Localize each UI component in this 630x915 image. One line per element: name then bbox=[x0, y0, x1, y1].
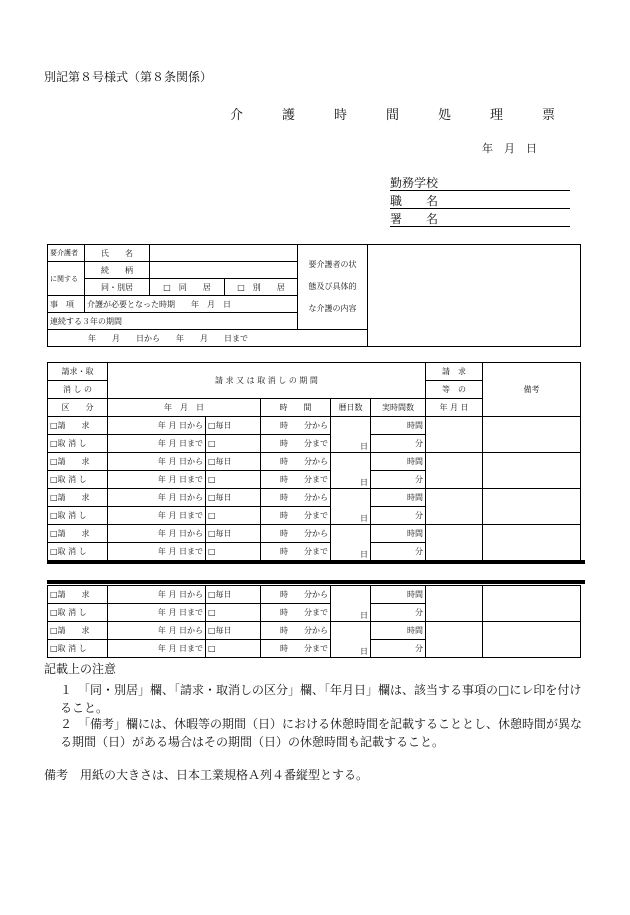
state-value-cell[interactable] bbox=[368, 245, 581, 347]
request-row bbox=[48, 622, 581, 640]
from-time: 時 分から bbox=[261, 525, 331, 543]
cancel-checkbox[interactable]: □取 消 し bbox=[48, 507, 108, 525]
request-date-cell[interactable] bbox=[426, 453, 483, 489]
cancel-checkbox[interactable]: □取 消 し bbox=[48, 604, 108, 622]
section-break-line bbox=[47, 580, 585, 584]
hours-cell: 時間 bbox=[371, 489, 426, 507]
section-break-line bbox=[47, 560, 585, 564]
daily-checkbox[interactable]: □毎日 bbox=[206, 622, 261, 640]
days-cell: 日 bbox=[331, 622, 371, 658]
header-type: 消 し の bbox=[48, 381, 108, 399]
paper-size-remark: 備考 用紙の大きさは、日本工業規格Ａ列４番縦型とする。 bbox=[44, 768, 369, 782]
period-label: 連続する３年の期間 bbox=[48, 313, 298, 330]
header-time: 時 間 bbox=[261, 399, 331, 417]
cancel-checkbox[interactable]: □取 消 し bbox=[48, 640, 108, 658]
request-date-cell[interactable] bbox=[426, 417, 483, 453]
daily-checkbox[interactable]: □毎日 bbox=[206, 453, 261, 471]
header-type: 請求・取 bbox=[48, 363, 108, 381]
side-label: 事 項 bbox=[48, 296, 85, 313]
date-line: 年 月 日 bbox=[482, 142, 537, 155]
name-signature-field[interactable]: 署 名 bbox=[390, 212, 570, 227]
from-date: 年 月 日から bbox=[108, 586, 206, 604]
header-remarks: 備考 bbox=[483, 363, 581, 417]
minutes-cell: 分 bbox=[371, 604, 426, 622]
side-label: に関する bbox=[48, 262, 85, 296]
to-date: 年 月 日まで bbox=[108, 435, 206, 453]
request-row bbox=[48, 525, 581, 543]
request-date-cell[interactable] bbox=[426, 622, 483, 658]
from-date: 年 月 日から bbox=[108, 622, 206, 640]
from-time: 時 分から bbox=[261, 453, 331, 471]
days-cell: 日 bbox=[331, 453, 371, 489]
request-date-cell[interactable] bbox=[426, 586, 483, 622]
hours-cell: 時間 bbox=[371, 586, 426, 604]
cancel-checkbox[interactable]: □取 消 し bbox=[48, 471, 108, 489]
to-date: 年 月 日まで bbox=[108, 543, 206, 561]
note-item: １ 「同・別居」欄、「請求・取消しの区分」欄、「年月日」欄は、該当する事項の□にレ印を付けること。 bbox=[60, 683, 582, 715]
living-same-checkbox[interactable]: □ 同 居 bbox=[150, 279, 225, 296]
name-label: 氏 名 bbox=[85, 245, 150, 262]
hours-cell: 時間 bbox=[371, 622, 426, 640]
to-date: 年 月 日まで bbox=[108, 604, 206, 622]
days-cell: 日 bbox=[331, 417, 371, 453]
from-date: 年 月 日から bbox=[108, 525, 206, 543]
cancel-checkbox[interactable]: □取 消 し bbox=[48, 543, 108, 561]
days-cell: 日 bbox=[331, 489, 371, 525]
state-label-line: 態及び具体的 bbox=[308, 282, 357, 291]
daily-checkbox[interactable]: □毎日 bbox=[206, 586, 261, 604]
from-time: 時 分から bbox=[261, 489, 331, 507]
to-date: 年 月 日まで bbox=[108, 640, 206, 658]
header-date: 等 の bbox=[426, 381, 483, 399]
daily-checkbox[interactable]: □毎日 bbox=[206, 489, 261, 507]
name-value-cell[interactable] bbox=[150, 245, 298, 262]
page-title: 介 護 時 間 処 理 票 bbox=[230, 108, 569, 123]
request-row bbox=[48, 489, 581, 507]
header-type: 区 分 bbox=[48, 399, 108, 417]
request-date-cell[interactable] bbox=[426, 489, 483, 525]
to-time: 時 分まで bbox=[261, 640, 331, 658]
request-checkbox[interactable]: □請 求 bbox=[48, 417, 108, 435]
state-label-line: 要介護者の状 bbox=[308, 260, 357, 269]
minutes-cell: 分 bbox=[371, 543, 426, 561]
remarks-cell[interactable] bbox=[483, 525, 581, 561]
period-range: 年 月 日から 年 月 日まで bbox=[48, 330, 368, 347]
request-row bbox=[48, 586, 581, 604]
header-date: 請 求 bbox=[426, 363, 483, 381]
from-time: 時 分から bbox=[261, 417, 331, 435]
header-period: 請 求 又 は 取 消 し の 期 間 bbox=[108, 363, 426, 399]
minutes-cell: 分 bbox=[371, 640, 426, 658]
to-time: 時 分まで bbox=[261, 604, 331, 622]
remarks-cell[interactable] bbox=[483, 453, 581, 489]
box-checkbox[interactable]: □ bbox=[206, 435, 261, 453]
side-label: 要介護者 bbox=[48, 245, 85, 262]
remarks-cell[interactable] bbox=[483, 586, 581, 622]
request-rows bbox=[48, 417, 581, 561]
school-field[interactable]: 勤務学校 bbox=[390, 176, 570, 191]
care-recipient-table bbox=[47, 244, 581, 347]
to-time: 時 分まで bbox=[261, 471, 331, 489]
header-hours: 実時間数 bbox=[371, 399, 426, 417]
living-separate-checkbox[interactable]: □ 別 居 bbox=[225, 279, 298, 296]
minutes-cell: 分 bbox=[371, 507, 426, 525]
form-number-label: 別記第８号様式（第８条関係） bbox=[44, 70, 213, 84]
remarks-cell[interactable] bbox=[483, 417, 581, 453]
request-table-continued bbox=[47, 585, 581, 658]
state-label-cell bbox=[298, 245, 368, 330]
request-table bbox=[47, 362, 581, 561]
hours-cell: 時間 bbox=[371, 417, 426, 435]
daily-checkbox[interactable]: □毎日 bbox=[206, 417, 261, 435]
notes-heading: 記載上の注意 bbox=[44, 662, 117, 676]
to-time: 時 分まで bbox=[261, 435, 331, 453]
box-checkbox[interactable]: □ bbox=[206, 507, 261, 525]
request-row bbox=[48, 453, 581, 471]
relation-value-cell[interactable] bbox=[150, 262, 298, 279]
remarks-cell[interactable] bbox=[483, 489, 581, 525]
to-date: 年 月 日まで bbox=[108, 471, 206, 489]
state-label-line: な介護の内容 bbox=[308, 304, 357, 313]
from-date: 年 月 日から bbox=[108, 489, 206, 507]
from-time: 時 分から bbox=[261, 586, 331, 604]
header-ymd: 年 月 日 bbox=[108, 399, 261, 417]
box-checkbox[interactable]: □ bbox=[206, 640, 261, 658]
request-date-cell[interactable] bbox=[426, 525, 483, 561]
to-time: 時 分まで bbox=[261, 543, 331, 561]
relation-label: 続 柄 bbox=[85, 262, 150, 279]
box-checkbox[interactable]: □ bbox=[206, 471, 261, 489]
daily-checkbox[interactable]: □毎日 bbox=[206, 525, 261, 543]
request-checkbox[interactable]: □請 求 bbox=[48, 489, 108, 507]
from-date: 年 月 日から bbox=[108, 417, 206, 435]
note-item: ２ 「備考」欄には、休暇等の期間（日）における休憩時間を記載することとし、休憩時間が異なる期間（日）がある場合はその期間（日）の休憩時間も記載すること。 bbox=[60, 717, 583, 749]
minutes-cell: 分 bbox=[371, 471, 426, 489]
to-time: 時 分まで bbox=[261, 507, 331, 525]
header-days: 暦日数 bbox=[331, 399, 371, 417]
request-checkbox[interactable]: □請 求 bbox=[48, 453, 108, 471]
minutes-cell: 分 bbox=[371, 435, 426, 453]
box-checkbox[interactable]: □ bbox=[206, 543, 261, 561]
need-date-label: 介護が必要となった時期 年 月 日 bbox=[85, 296, 298, 313]
position-field[interactable]: 職 名 bbox=[390, 194, 570, 209]
from-time: 時 分から bbox=[261, 622, 331, 640]
hours-cell: 時間 bbox=[371, 525, 426, 543]
box-checkbox[interactable]: □ bbox=[206, 604, 261, 622]
to-date: 年 月 日まで bbox=[108, 507, 206, 525]
request-checkbox[interactable]: □請 求 bbox=[48, 586, 108, 604]
request-rows bbox=[48, 586, 581, 658]
request-row bbox=[48, 417, 581, 435]
living-label: 同・別居 bbox=[85, 279, 150, 296]
days-cell: 日 bbox=[331, 586, 371, 622]
hours-cell: 時間 bbox=[371, 453, 426, 471]
remarks-cell[interactable] bbox=[483, 622, 581, 658]
from-date: 年 月 日から bbox=[108, 453, 206, 471]
request-checkbox[interactable]: □請 求 bbox=[48, 525, 108, 543]
days-cell: 日 bbox=[331, 525, 371, 561]
header-date: 年 月 日 bbox=[426, 399, 483, 417]
request-checkbox[interactable]: □請 求 bbox=[48, 622, 108, 640]
cancel-checkbox[interactable]: □取 消 し bbox=[48, 435, 108, 453]
